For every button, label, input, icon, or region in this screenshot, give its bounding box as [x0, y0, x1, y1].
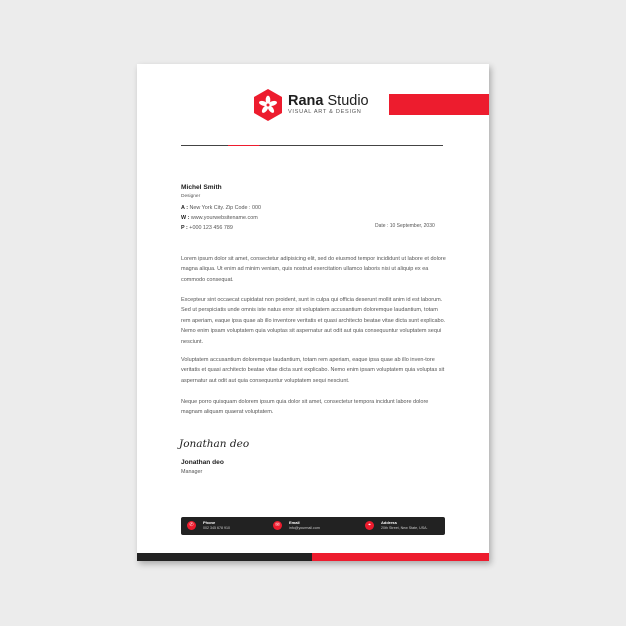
footer-phone	[187, 520, 267, 532]
sender-phone	[181, 225, 233, 231]
header-red-bar	[389, 94, 489, 115]
footer-email-value: info@yourmail.com	[289, 526, 320, 530]
phone-value: +000 123 456 789	[189, 225, 233, 231]
sender-website	[181, 215, 258, 221]
signatory-name: Jonathan deo	[181, 459, 224, 466]
brand-tagline: VISUAL ART & DESIGN	[288, 109, 362, 115]
footer-contact-bar	[181, 517, 445, 535]
website-key: W :	[181, 215, 190, 221]
brand-name-bold: Rana	[288, 93, 324, 109]
footer-phone-value: 002 345 678 910	[203, 526, 230, 530]
bottom-dark-bar	[137, 553, 312, 561]
address-value: New York City. Zip Code : 000	[189, 205, 262, 211]
location-pin-icon: ⌖	[365, 521, 374, 530]
body-paragraph: Lorem ipsum dolor sit amet, consectetur adipisicing elit, sed do eiusmod tempor incididunt ut labore et dolore magna aliqua. Ut enim ad minim veniam, quis nostrud exercitation ullamco laboris nisi ut aliquip ex ea commodo consequat.	[181, 256, 446, 283]
brand-name-light: Studio	[327, 93, 369, 109]
body-paragraph: Neque porro quisquam dolorem ipsum quia dolor sit amet, consectetur tempora incidunt labore dolore magnam aliquam quaerat voluptatem.	[181, 399, 429, 416]
footer-email	[273, 520, 353, 532]
header-divider	[181, 145, 443, 146]
sender-name: Michel Smith	[181, 184, 222, 191]
flower-hexagon-icon	[254, 89, 282, 121]
body-paragraph: Excepteur sint occaecat cupidatat non proident, sunt in culpa qui officia deserunt mollit anim id est laborum. Sed ut perspiciatis unde omnis iste natus error sit voluptatem accusantium doloremque laudantium, totam rem aperiam, eaque ipsa quae ab illo inventore veritatis et quasi architecto beatae vitae dicta sunt explicabo. Nemo enim ipsam voluptatem quia voluptas sit aspernatur aut odit aut quia consequuntur voluptatem sequi nesciunt.	[181, 297, 446, 345]
brand-name	[288, 93, 369, 109]
letter-date: Date : 10 September, 2030	[375, 223, 435, 229]
signatory-title: Manager	[181, 469, 203, 475]
footer-address-label: Address	[381, 520, 398, 525]
footer-address-value: 20th Street, New State, USA.	[381, 526, 428, 530]
body-paragraph: Voluptatem accusantium doloremque laudantium, totam rem aperiam, eaque ipsa quae ab illo inven-tore veritatis et quasi architecto beatae vitae dicta sunt explicabo. Nemo enim ipsam voluptatem quia voluptas sit aspernatur aut odit aut quia consequuntur voluptatem sequi nesciunt.	[181, 357, 445, 384]
brand-logo	[254, 89, 394, 121]
sender-address	[181, 205, 261, 211]
website-value: www.yourwebsitename.com	[190, 215, 258, 221]
footer-address	[365, 520, 443, 532]
letterhead-page	[137, 64, 489, 561]
address-key: A :	[181, 205, 188, 211]
footer-email-label: Email	[289, 520, 300, 525]
bottom-red-bar	[312, 553, 489, 561]
footer-phone-label: Phone	[203, 520, 216, 525]
email-icon: ✉	[273, 521, 282, 530]
handwritten-signature: Jonathan deo	[179, 438, 250, 450]
sender-title: Designer	[181, 194, 201, 199]
phone-icon: ✆	[187, 521, 196, 530]
phone-key: P :	[181, 225, 188, 231]
